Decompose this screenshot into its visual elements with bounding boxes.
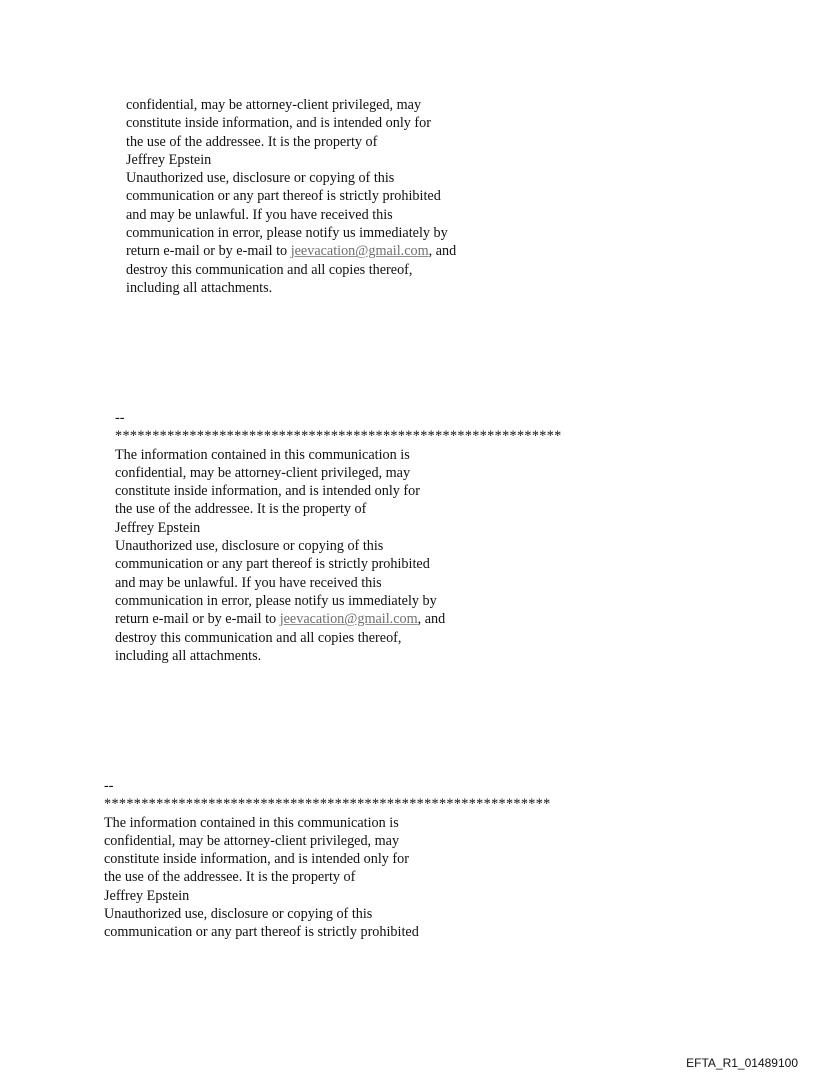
disclaimer-line: constitute inside information, and is intended only for [104, 851, 409, 868]
disclaimer-line: confidential, may be attorney-client privileged, may [104, 832, 400, 849]
disclaimer-line: Jeffrey Epstein [115, 519, 201, 536]
disclaimer-block-1 [126, 96, 456, 297]
disclaimer-line: Unauthorized use, disclosure or copying of this [115, 538, 384, 555]
disclaimer-line: constitute inside information, and is intended only for [126, 115, 431, 132]
disclaimer-line: confidential, may be attorney-client privileged, may [126, 97, 422, 113]
email-link[interactable]: jeevacation@gmail.com [290, 243, 429, 260]
disclaimer-line: constitute inside information, and is intended only for [115, 483, 420, 500]
disclaimer-line: Unauthorized use, disclosure or copying of this [104, 906, 373, 923]
disclaimer-line: and may be unlawful. If you have received this [126, 206, 393, 223]
email-suffix: , and [417, 611, 446, 628]
asterisk-divider: ************************************************************ [104, 796, 551, 813]
disclaimer-line: communication or any part thereof is strictly prohibited [115, 556, 430, 573]
disclaimer-line: The information contained in this communication is [104, 814, 399, 831]
email-prefix: return e-mail or by e-mail to [115, 611, 280, 628]
email-prefix: return e-mail or by e-mail to [126, 243, 291, 260]
disclaimer-line: communication or any part thereof is strictly prohibited [126, 188, 441, 205]
disclaimer-line: the use of the addressee. It is the property of [104, 869, 356, 886]
disclaimer-line: and may be unlawful. If you have received this [115, 574, 382, 591]
disclaimer-line: communication or any part thereof is strictly prohibited [104, 924, 419, 941]
disclaimer-line: including all attachments. [126, 279, 273, 296]
disclaimer-line: The information contained in this communication is [115, 446, 410, 463]
disclaimer-line: destroy this communication and all copies thereof, [115, 629, 402, 646]
disclaimer-line: the use of the addressee. It is the property of [115, 501, 367, 518]
disclaimer-line: including all attachments. [115, 647, 262, 664]
disclaimer-email-line [126, 242, 456, 260]
email-link[interactable]: jeevacation@gmail.com [279, 611, 418, 628]
disclaimer-line: Unauthorized use, disclosure or copying of this [126, 170, 395, 187]
disclaimer-email-line [115, 610, 562, 628]
document-id: EFTA_R1_01489100 [686, 1056, 798, 1070]
asterisk-divider: ************************************************************ [115, 428, 562, 445]
disclaimer-line: Jeffrey Epstein [126, 151, 212, 168]
disclaimer-line: Jeffrey Epstein [104, 887, 190, 904]
disclaimer-block-3 [104, 777, 551, 942]
email-suffix: , and [428, 243, 457, 260]
disclaimer-line: the use of the addressee. It is the property of [126, 133, 378, 150]
disclaimer-line: communication in error, please notify us immediately by [126, 225, 448, 242]
disclaimer-line: confidential, may be attorney-client privileged, may [115, 464, 411, 481]
disclaimer-block-2 [115, 409, 562, 665]
disclaimer-line: destroy this communication and all copies thereof, [126, 261, 413, 278]
signature-separator: -- [104, 778, 114, 794]
signature-separator: -- [115, 410, 125, 426]
disclaimer-line: communication in error, please notify us immediately by [115, 592, 437, 609]
